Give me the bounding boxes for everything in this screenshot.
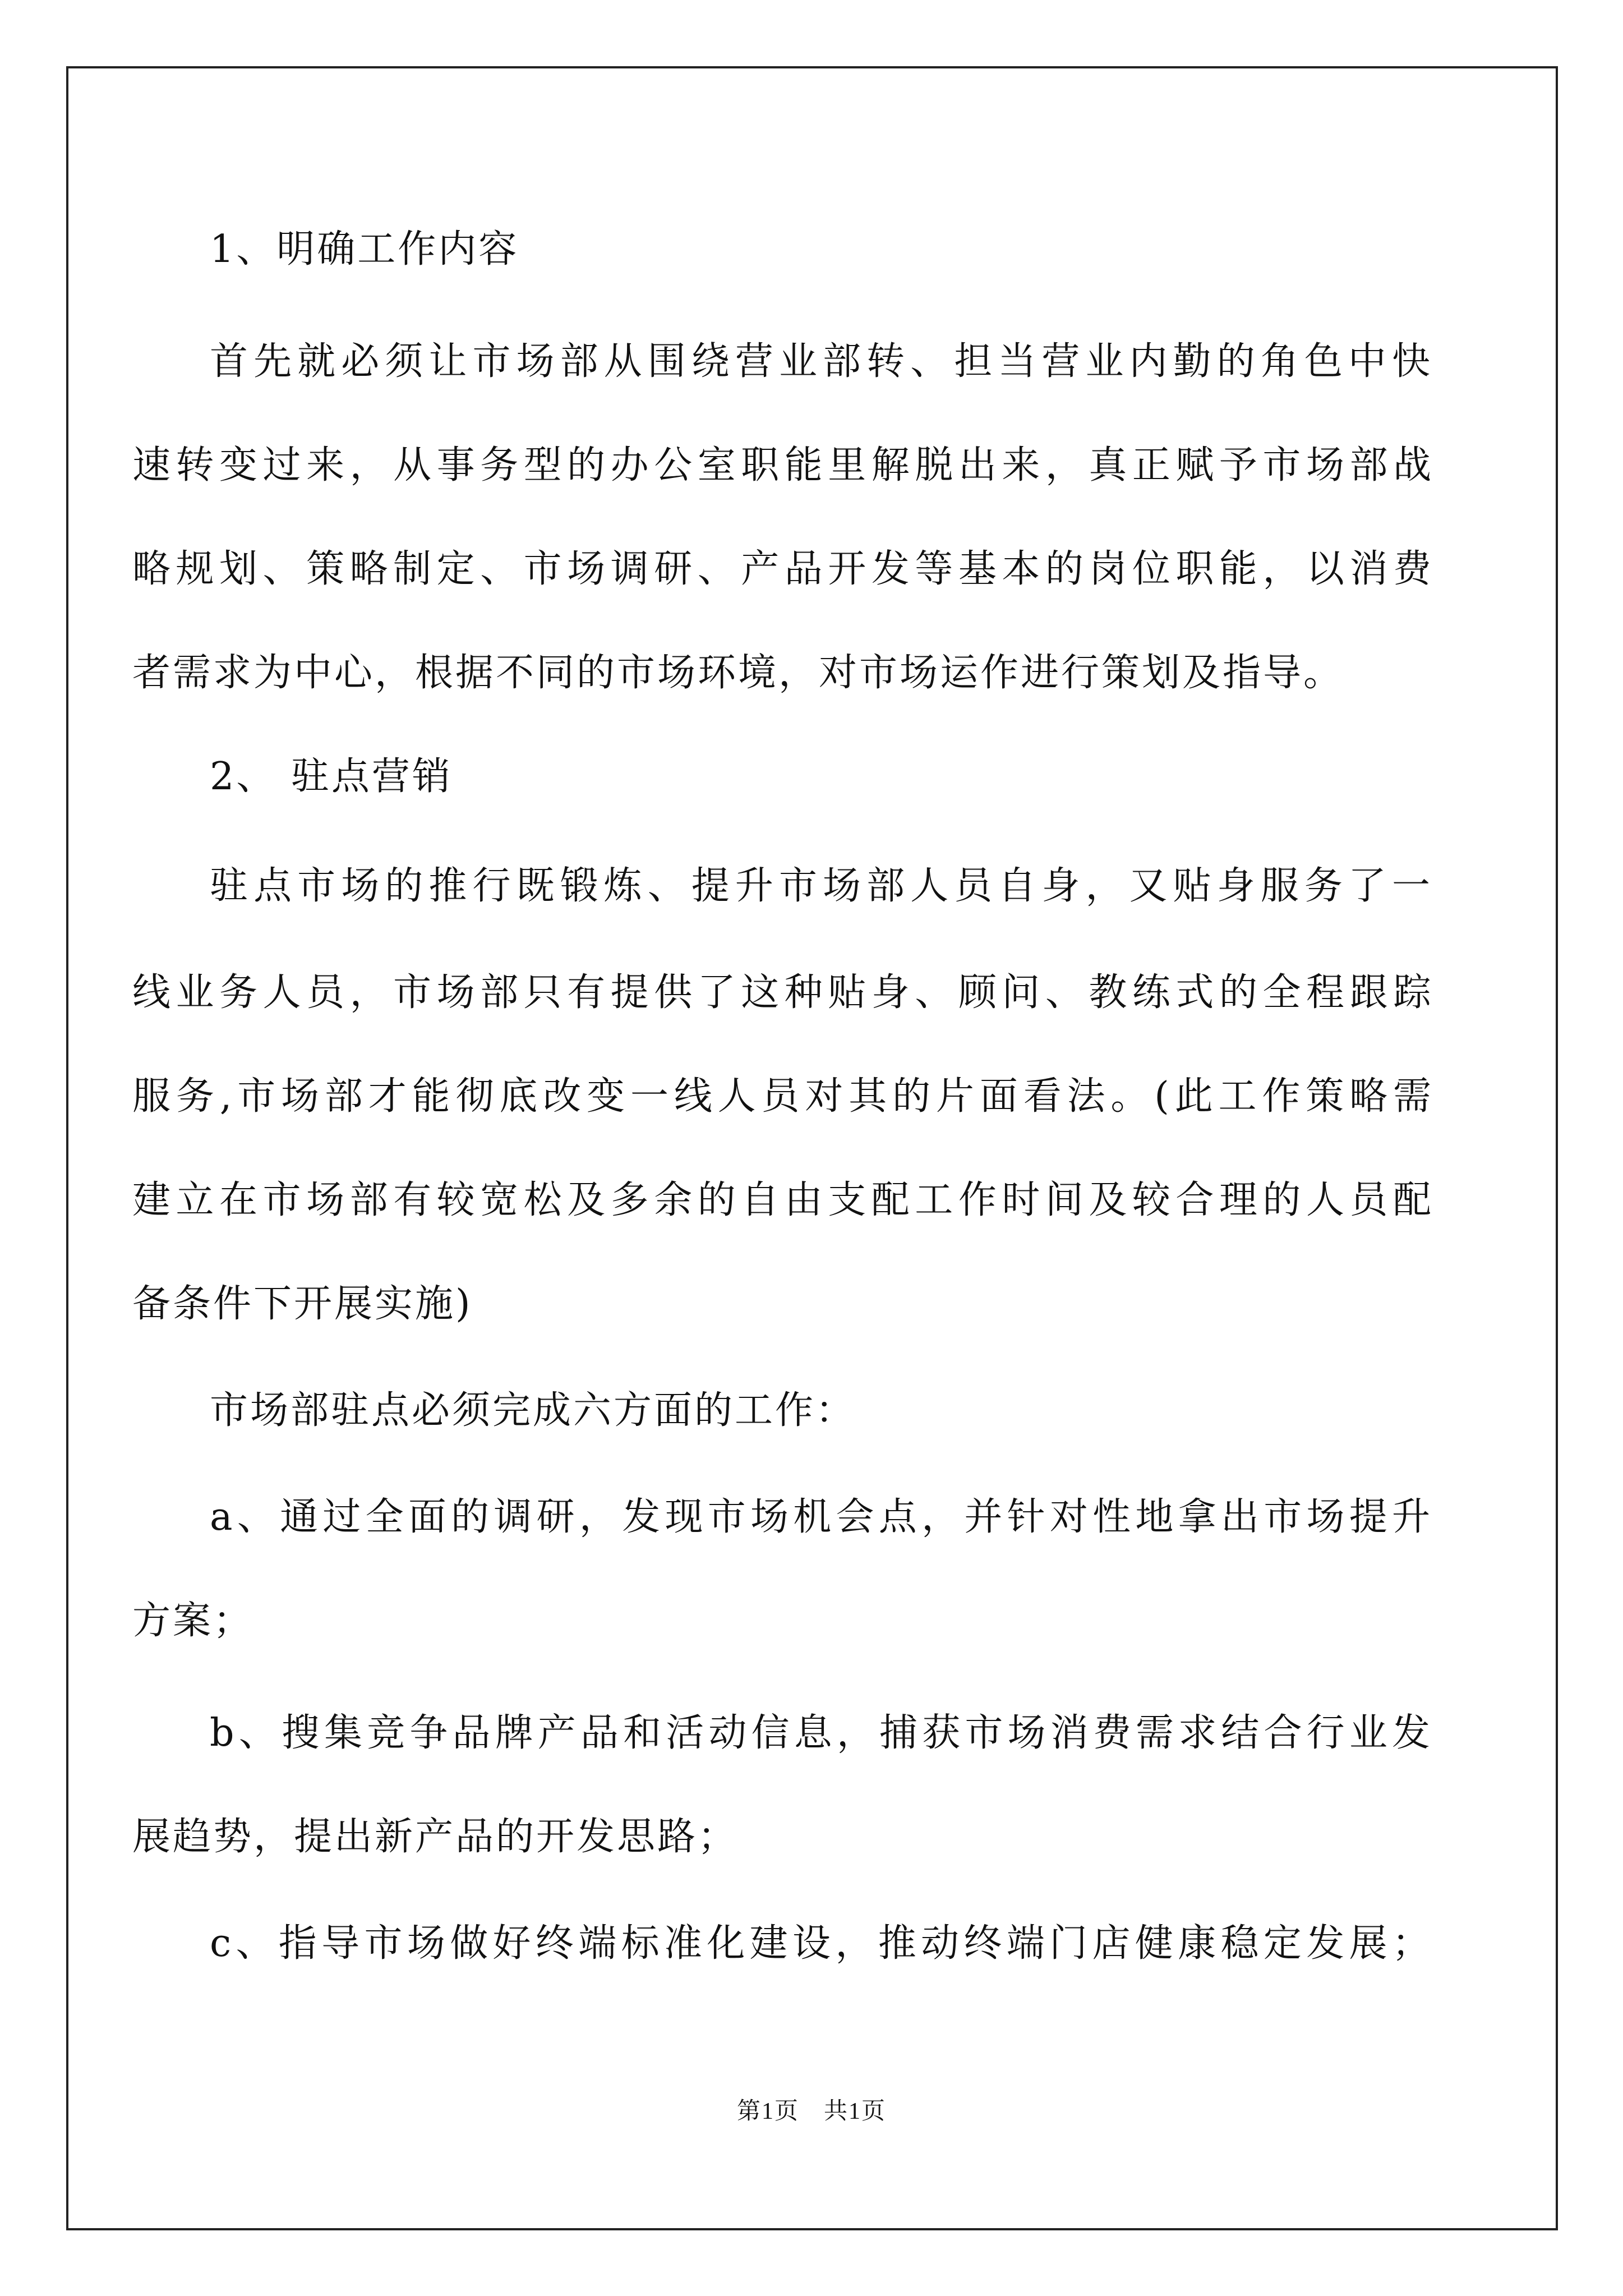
heading-1: 1、明确工作内容 bbox=[210, 227, 519, 272]
item-a-line-1: a、通过全面的调研，发现市场机会点，并针对性地拿出市场提升 bbox=[210, 1495, 1432, 1539]
item-c-line-1: c、指导市场做好终端标准化建设，推动终端门店健康稳定发展； bbox=[210, 1921, 1432, 1966]
item-b-line-2: 展趋势，提出新产品的开发思路； bbox=[132, 1815, 739, 1859]
paragraph-1-line-4: 者需求为中心，根据不同的市场环境，对市场运作进行策划及指导。 bbox=[132, 651, 1344, 695]
page-border bbox=[66, 66, 1558, 2230]
paragraph-3: 市场部驻点必须完成六方面的工作： bbox=[210, 1388, 856, 1433]
paragraph-2-line-2: 线业务人员，市场部只有提供了这种贴身、顾问、教练式的全程跟踪 bbox=[132, 970, 1433, 1015]
paragraph-2-line-1: 驻点市场的推行既锻炼、提升市场部人员自身，又贴身服务了一 bbox=[210, 864, 1432, 908]
paragraph-1-line-1: 首先就必须让市场部从围绕营业部转、担当营业内勤的角色中快 bbox=[210, 339, 1432, 384]
paragraph-2-line-3: 服务,市场部才能彻底改变一线人员对其的片面看法。(此工作策略需 bbox=[132, 1074, 1433, 1119]
page-number: 第1页 共1页 bbox=[736, 2099, 886, 2124]
paragraph-2-line-5: 备条件下开展实施) bbox=[132, 1282, 473, 1326]
paragraph-1-line-2: 速转变过来，从事务型的办公室职能里解脱出来，真正赋予市场部战 bbox=[132, 443, 1433, 487]
paragraph-2-line-4: 建立在市场部有较宽松及多余的自由支配工作时间及较合理的人员配 bbox=[132, 1178, 1433, 1222]
item-b-line-1: b、搜集竞争品牌产品和活动信息，捕获市场消费需求结合行业发 bbox=[210, 1711, 1432, 1755]
item-a-line-2: 方案； bbox=[132, 1599, 254, 1643]
heading-2: 2、 驻点营销 bbox=[210, 754, 453, 799]
paragraph-1-line-3: 略规划、策略制定、市场调研、产品开发等基本的岗位职能，以消费 bbox=[132, 547, 1433, 591]
